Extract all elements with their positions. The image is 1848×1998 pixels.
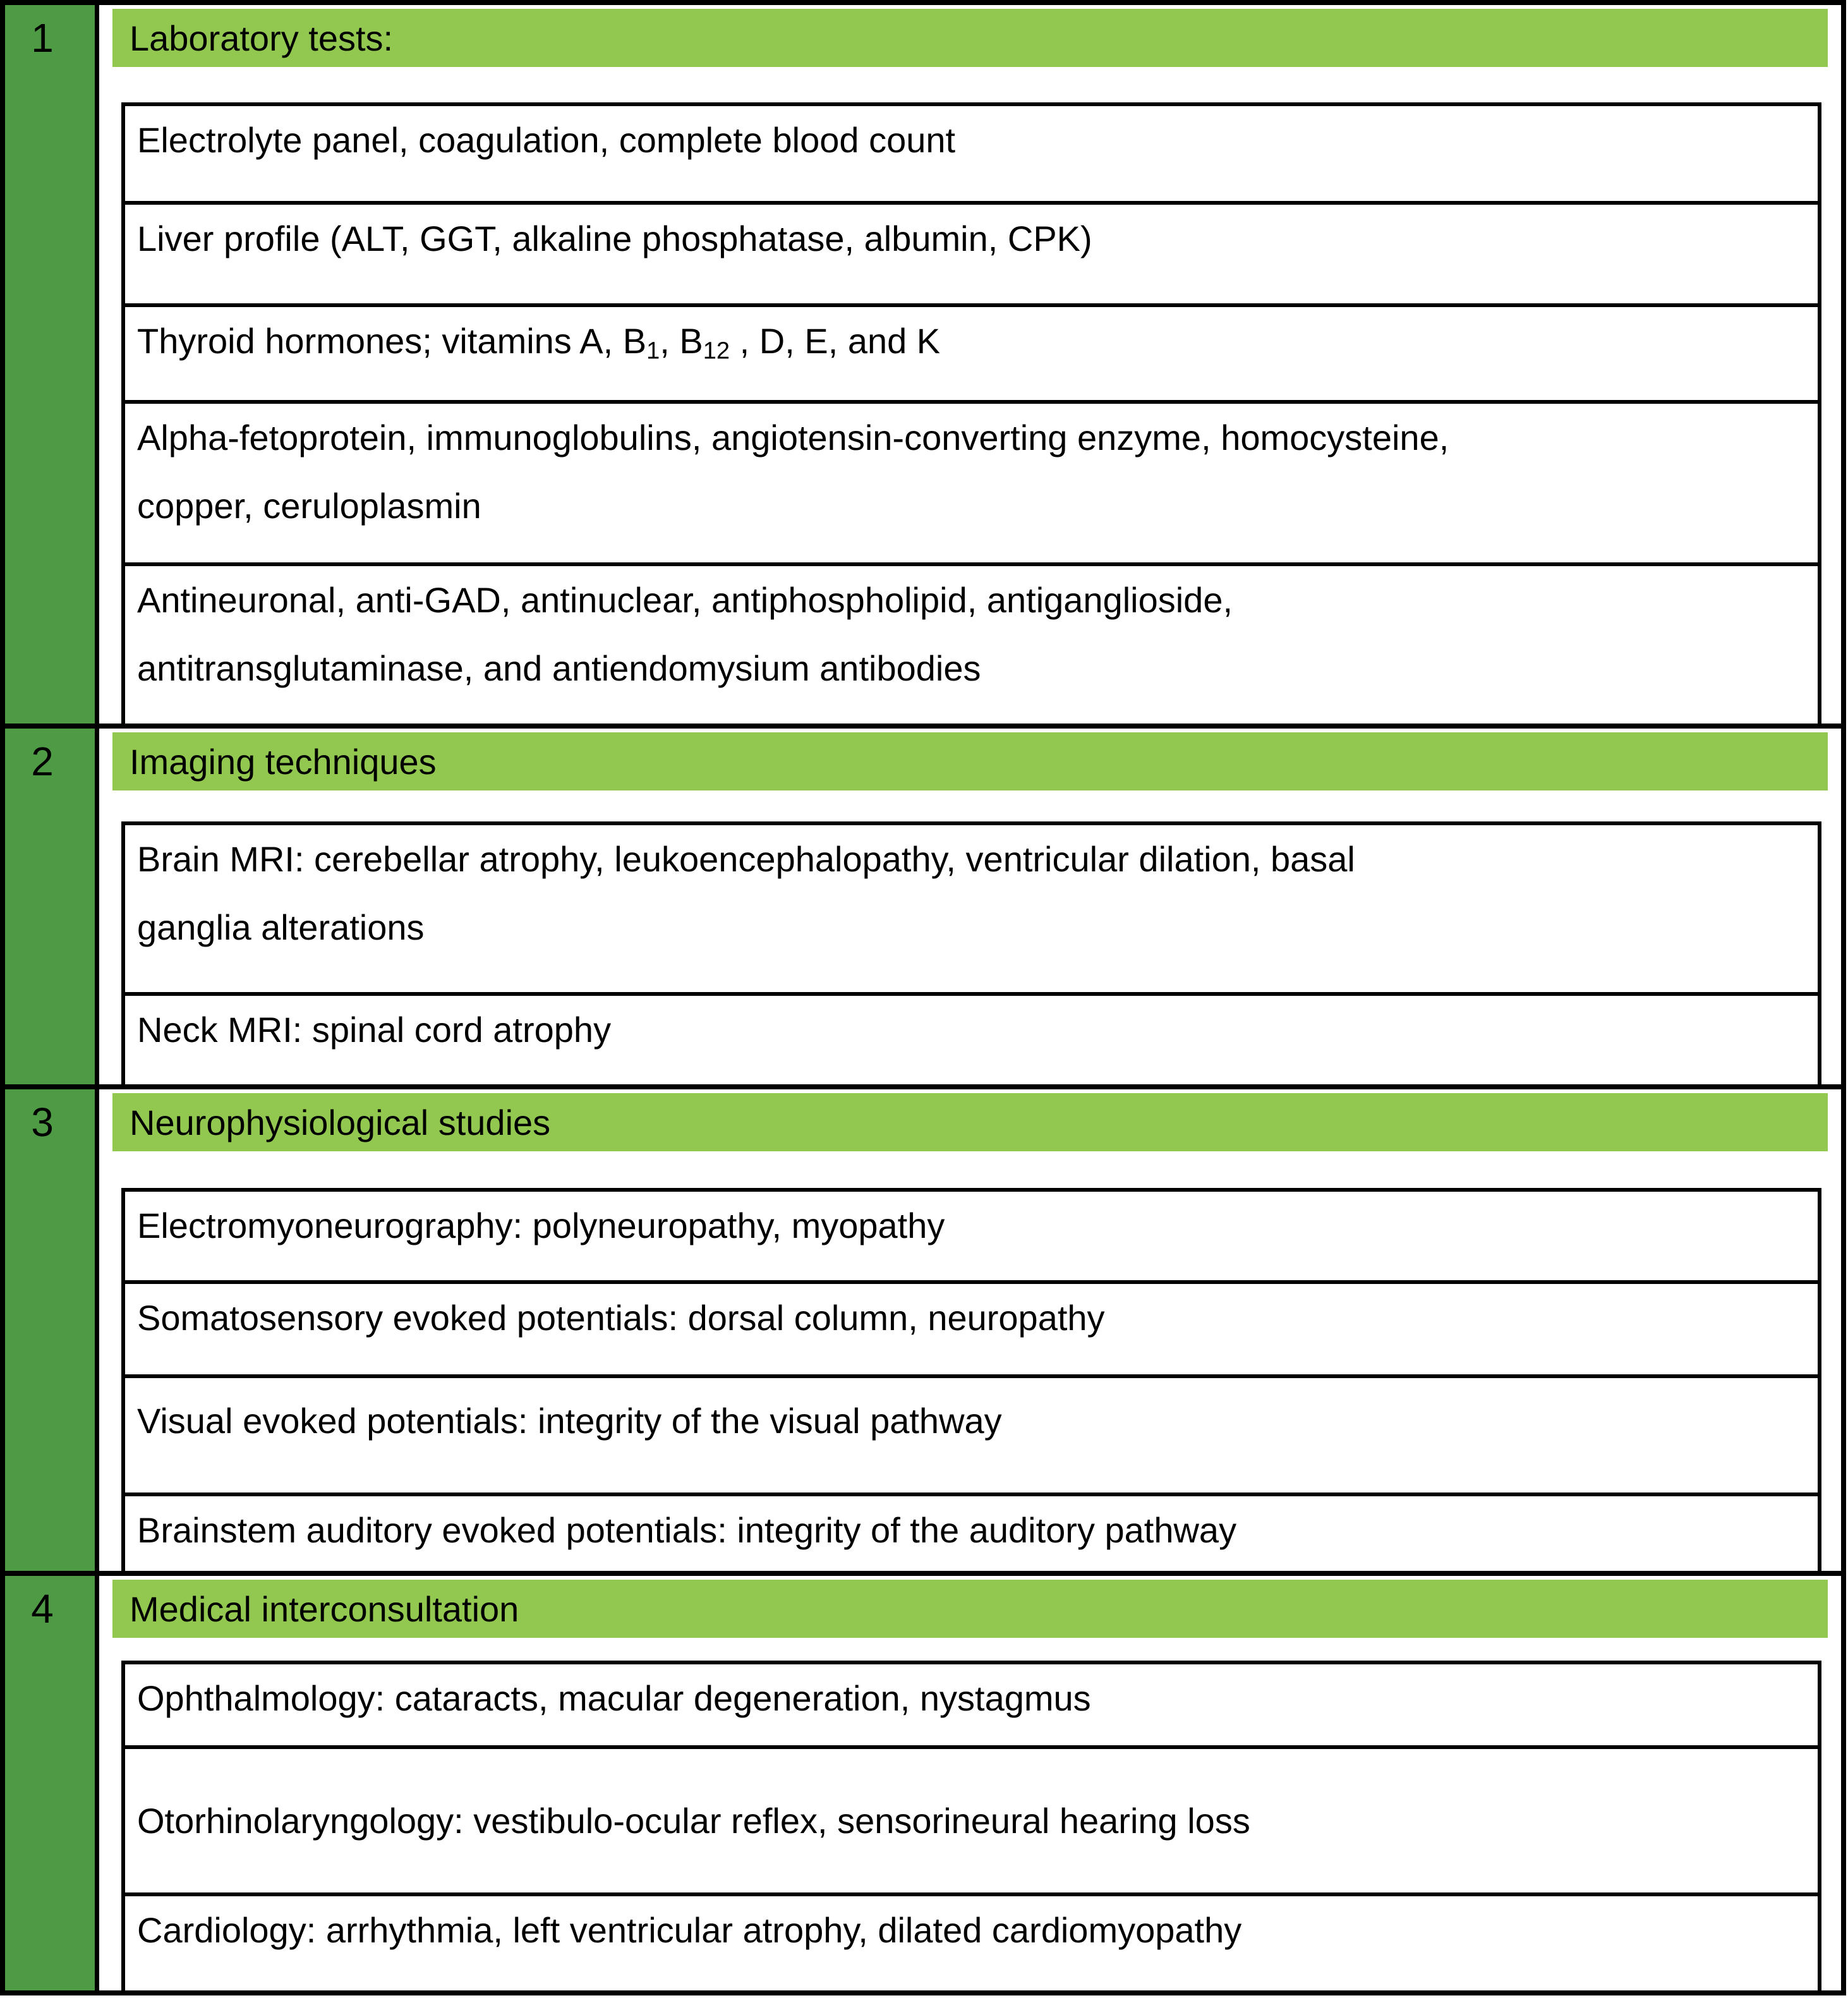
row-text-line (137, 1387, 1805, 1455)
row-text-line (137, 825, 1805, 893)
row-text: copper, ceruloplasmin (137, 486, 481, 526)
row-text: Alpha-fetoprotein, immunoglobulins, angiotensin-converting enzyme, homocysteine, (137, 418, 1449, 457)
row-text: Thyroid hormones; vitamins A, B (137, 321, 647, 361)
table-row (125, 1745, 1818, 1892)
section-header-bar (112, 732, 1828, 790)
row-text-line (137, 404, 1805, 472)
row-text-line (137, 1192, 1805, 1260)
row-text-line (137, 634, 1805, 703)
row-text-line (137, 1664, 1805, 1733)
table-row (125, 400, 1818, 562)
rows-box (121, 102, 1821, 724)
table-row (125, 201, 1818, 303)
row-text-line (137, 1896, 1805, 1965)
row-text-line (137, 472, 1805, 540)
table-row (125, 1192, 1818, 1280)
table-row (125, 303, 1818, 400)
section-title: Neurophysiological studies (130, 1102, 551, 1142)
section-body (99, 1089, 1841, 1571)
row-text: Brain MRI: cerebellar atrophy, leukoencephalopathy, ventricular dilation, basal (137, 839, 1355, 879)
section-number: 1 (5, 5, 99, 724)
section-body (99, 5, 1841, 724)
row-text: Electromyoneurography: polyneuropathy, myopathy (137, 1206, 945, 1245)
section-imaging-techniques (5, 724, 1841, 1084)
section-header-bar (112, 9, 1828, 67)
section-number: 3 (5, 1089, 99, 1571)
section-laboratory-tests (5, 5, 1841, 724)
section-title: Imaging techniques (130, 741, 437, 782)
table-row (125, 562, 1818, 724)
row-text: Liver profile (ALT, GGT, alkaline phosphatase, albumin, CPK) (137, 219, 1092, 258)
section-title: Laboratory tests: (130, 18, 394, 58)
table-row (125, 106, 1818, 201)
row-text-line (137, 893, 1805, 962)
table-row (125, 1374, 1818, 1492)
table-row (125, 1892, 1818, 1990)
row-text: , B (660, 321, 703, 361)
row-text: antitransglutaminase, and antiendomysium antibodies (137, 648, 981, 688)
rows-box (121, 821, 1821, 1084)
row-text: Cardiology: arrhythmia, left ventricular atrophy, dilated cardiomyopathy (137, 1910, 1242, 1950)
section-title: Medical interconsultation (130, 1589, 519, 1629)
row-text-line (137, 566, 1805, 634)
section-header-bar (112, 1093, 1828, 1151)
table-row (125, 1492, 1818, 1571)
table-row (125, 1280, 1818, 1374)
section-header-bar (112, 1580, 1828, 1638)
section-neurophysiological-studies (5, 1084, 1841, 1571)
section-body (99, 1576, 1841, 1990)
row-text-line (137, 307, 1805, 385)
section-number: 4 (5, 1576, 99, 1990)
row-text-line (137, 1496, 1805, 1565)
row-text: Ophthalmology: cataracts, macular degeneration, nystagmus (137, 1678, 1091, 1718)
row-text: Antineuronal, anti-GAD, antinuclear, antiphospholipid, antiganglioside, (137, 580, 1233, 620)
section-body (99, 729, 1841, 1084)
subscript-text: 12 (703, 337, 730, 365)
row-text: Somatosensory evoked potentials: dorsal column, neuropathy (137, 1298, 1105, 1338)
section-medical-interconsultation (5, 1571, 1841, 1990)
row-text: Brainstem auditory evoked potentials: integrity of the auditory pathway (137, 1510, 1237, 1550)
table-row (125, 992, 1818, 1084)
row-text-line (137, 996, 1805, 1064)
row-text: Otorhinolaryngology: vestibulo-ocular reflex, sensorineural hearing loss (137, 1801, 1250, 1841)
row-text-line (137, 1284, 1805, 1352)
row-text-line (137, 1787, 1805, 1855)
row-text-line (137, 106, 1805, 174)
row-text: Visual evoked potentials: integrity of the visual pathway (137, 1401, 1002, 1441)
row-text-line (137, 205, 1805, 273)
section-number: 2 (5, 729, 99, 1084)
rows-box (121, 1188, 1821, 1571)
subscript-text: 1 (646, 337, 660, 365)
rows-box (121, 1661, 1821, 1990)
row-text: Electrolyte panel, coagulation, complete blood count (137, 120, 956, 160)
row-text: , D, E, and K (730, 321, 941, 361)
row-text: ganglia alterations (137, 907, 425, 947)
table-row (125, 1664, 1818, 1745)
row-text: Neck MRI: spinal cord atrophy (137, 1010, 612, 1050)
table-row (125, 825, 1818, 992)
